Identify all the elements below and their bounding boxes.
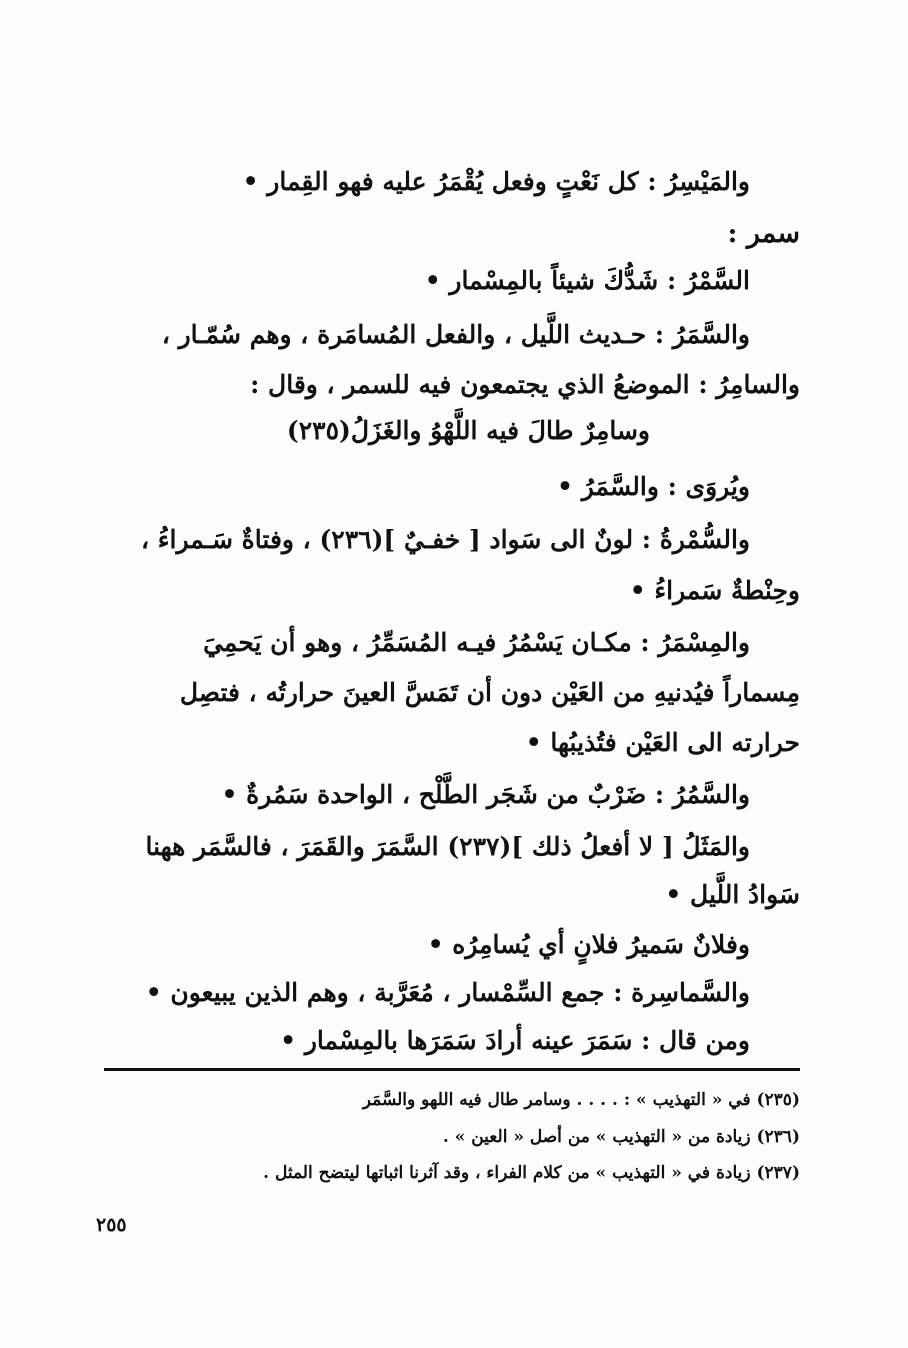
footnote-text: في « التهذيب » : . . . . وسامر طال فيه اللهو والسَّمَر [362, 1090, 751, 1110]
footnote-2 [443, 1127, 800, 1147]
verse-line: وسامِرٌ طالَ فيه اللَّهْوُ والغَزَلُ(٢٣٥) [286, 416, 650, 445]
text-line-14: والمَثَلُ [ لا أفعلُ ذلك ](٢٣٧) السَّمَرَ والقَمَرَ ، فالسَّمَر ههنا [145, 832, 750, 861]
text-line-9: وحِنْطةٌ سَمراءُ • [629, 576, 800, 605]
text-line-18: ومن قال : سَمَرَ عينه أرادَ سَمَرَها بالمِسْمار • [280, 1026, 750, 1055]
text-line-15: سَوادُ اللَّيل • [665, 880, 800, 909]
text-line-13: والسَّمُرُ : ضَرْبٌ من شَجَر الطَّلْح ، الواحدة سَمُرةٌ • [221, 780, 750, 809]
footnote-text: زيادة في « التهذيب » من كلام الفراء ، وقد آثرنا اثباتها ليتضح المثل . [263, 1163, 751, 1183]
text-line-10: والمِسْمَرُ : مكـان يَسْمُرُ فيـه المُسَمِّرُ ، وهو أن يَحمِيَ [203, 628, 750, 657]
text-line-17: والسَّماسِرة : جمع السِّمْسار ، مُعَرَّبة ، وهم الذين يبيعون • [145, 978, 750, 1007]
text-line-5: والسامِرُ : الموضعُ الذي يجتمعون فيه للسمر ، وقال : [250, 370, 800, 399]
footnote-1 [363, 1090, 800, 1110]
text-line-16: وفلانٌ سَميرُ فلانٍ أي يُسامِرُه • [427, 930, 750, 959]
text-line-8: والسُّمْرةُ : لونٌ الى سَواد [ خفـيٌ ](٢٣٦) ، وفتاةٌ سَـمراءُ ، [140, 525, 750, 554]
text-line-12: حرارته الى العَيْن فتُذيبُها • [525, 728, 800, 757]
text-line-7: ويُروَى : والسَّمَرُ • [557, 472, 750, 501]
footnote-divider [104, 1068, 800, 1071]
footnote-text: زيادة من « التهذيب » من أصل « العين » . [442, 1127, 751, 1147]
text-line-1: والمَيْسِرُ : كل نَعْتٍ وفعل يُقْمَرُ عليه فهو القِمار • [242, 167, 750, 196]
page-number: ٢٥٥ [96, 1214, 127, 1236]
text-line-11: مِسماراً فيُدنيهِ من العَيْن دون أن تَمَسَّ العينَ حرارتُه ، فتصِل [179, 678, 800, 707]
footnote-3 [263, 1163, 800, 1183]
text-line-4: والسَّمَرُ : حـديث اللَّيل ، والفعل المُسامَرة ، وهم سُمّـار ، [161, 320, 750, 349]
footnote-ref: (٢٣٥) [756, 1090, 800, 1110]
footnote-ref: (٢٣٧) [756, 1163, 800, 1183]
footnote-ref: (٢٣٦) [756, 1127, 800, 1147]
text-line-3: السَّمْرُ : شَدُّكَ شيئاً بالمِسْمار • [424, 266, 750, 295]
entry-heading: سمر : [727, 218, 800, 249]
